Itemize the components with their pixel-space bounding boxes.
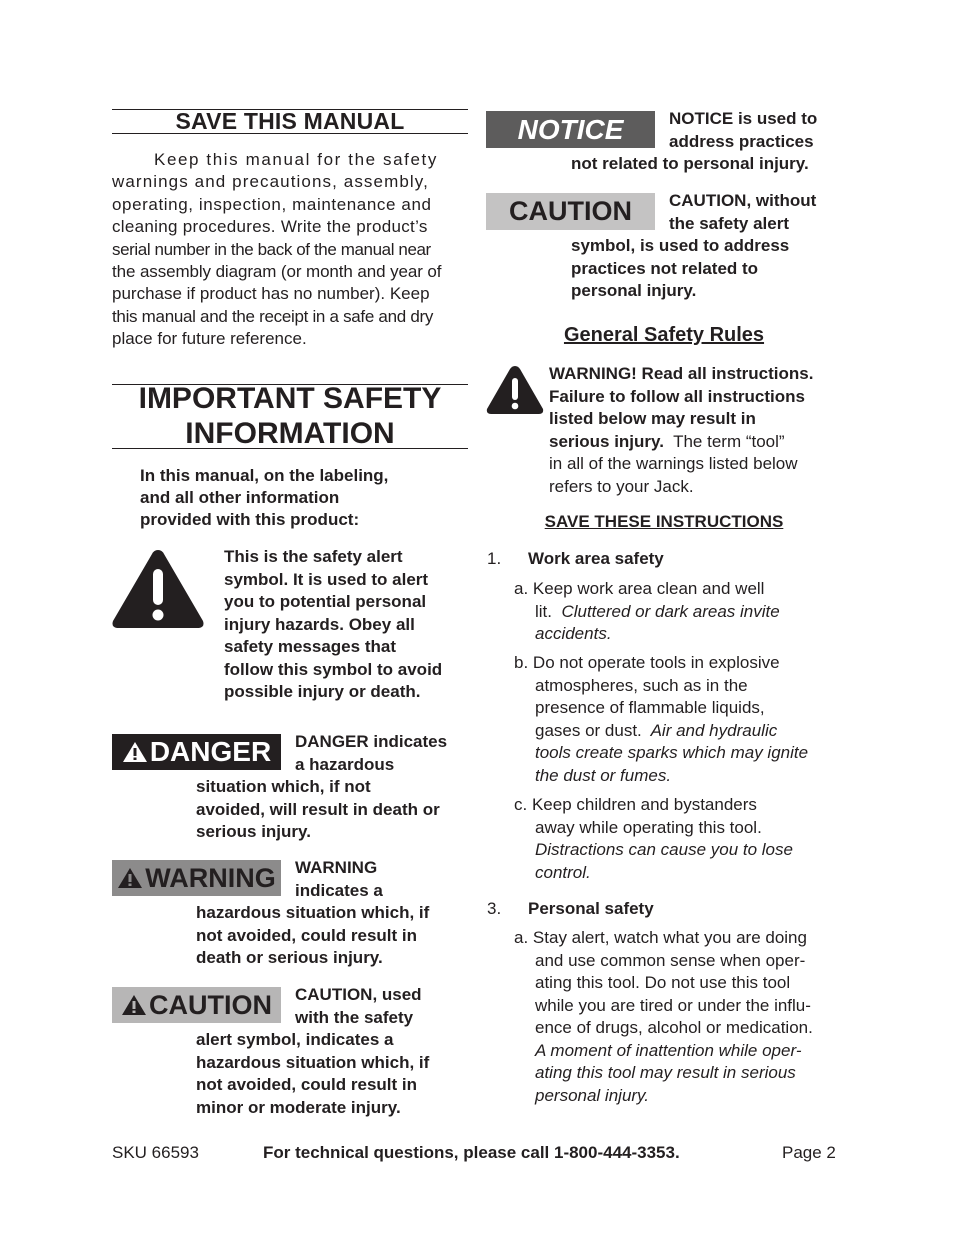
- text-fragment: Keep work area clean and well: [532, 579, 765, 598]
- notice-description: [669, 108, 817, 153]
- text-fragment: Cluttered or dark areas invite: [552, 601, 780, 621]
- text-line: ence of drugs, alcohol or medication.: [535, 1018, 813, 1037]
- item-label: c.: [514, 795, 528, 814]
- text-line: the assembly diagram (or month and year of: [112, 262, 442, 282]
- text-line: NOTICE is used to: [669, 109, 818, 128]
- text-line: avoided, will result in death or: [196, 799, 440, 819]
- notice-signal-label: NOTICE: [486, 111, 655, 148]
- list-item: [514, 927, 854, 1107]
- text-fragment: Air and hydraulic: [641, 720, 778, 740]
- text-line: symbol. It is used to alert: [224, 569, 429, 589]
- text-line: WARNING: [295, 858, 378, 877]
- text-line: and all other information: [140, 488, 340, 507]
- text-line: in all of the warnings listed below: [549, 454, 798, 473]
- text-line: In this manual, on the labeling,: [140, 466, 389, 485]
- text-line: purchase if product has no number). Keep: [112, 284, 430, 304]
- list-heading: Work area safety: [528, 549, 664, 568]
- text-line: minor or moderate injury.: [196, 1097, 401, 1117]
- section-rule-bottom: [112, 133, 468, 134]
- text-line: place for future reference.: [112, 329, 307, 349]
- text-line: refers to your Jack.: [549, 476, 694, 496]
- text-line: this manual and the receipt in a safe and dry: [112, 306, 434, 326]
- warning-description: [295, 857, 383, 902]
- text-line: operating, inspection, maintenance and: [112, 194, 432, 214]
- text-line: practices not related to: [571, 258, 759, 278]
- section-title-safety-info: [112, 381, 468, 451]
- caution-description: [295, 984, 422, 1029]
- list-number: 3.: [487, 899, 502, 918]
- caution-no-symbol-description-cont: [571, 235, 789, 303]
- text-line: serial number in the back of the manual near: [112, 239, 431, 259]
- text-fragment: gases or dust.: [535, 720, 642, 740]
- text-line: accidents.: [535, 624, 612, 643]
- footer-page-number: Page 2: [782, 1143, 836, 1162]
- text-line: presence of flammable liquids,: [535, 698, 765, 717]
- text-line: serious injury.: [549, 431, 664, 451]
- warning-alert-icon: [485, 364, 545, 416]
- list-item: [514, 652, 854, 787]
- safety-intro: [140, 465, 440, 531]
- text-line: serious injury.: [196, 822, 311, 841]
- text-line: hazardous situation which, if: [196, 1052, 430, 1072]
- text-line: This is the safety alert: [224, 547, 403, 566]
- text-line: you to potential personal: [224, 592, 427, 611]
- text-fragment: Stay alert, watch what you are doing: [532, 928, 807, 947]
- text-line: not avoided, could result in: [196, 1075, 418, 1094]
- text-line: Failure to follow all instructions: [549, 386, 805, 406]
- text-line: ating this tool. Do not use this tool: [535, 973, 791, 992]
- text-line: ating this tool may result in serious: [535, 1063, 796, 1082]
- text-line: and use common sense when oper-: [535, 950, 806, 970]
- text-line: hazardous situation which, if: [196, 903, 430, 922]
- title-line: INFORMATION: [185, 417, 395, 450]
- text-line: follow this symbol to avoid: [224, 659, 443, 679]
- warning-signal-label: [112, 860, 281, 896]
- list-item: [514, 578, 854, 646]
- text-line: safety messages that: [224, 637, 396, 656]
- list-item: [514, 794, 854, 884]
- text-line: indicates a: [295, 880, 383, 900]
- text-line: control.: [535, 862, 591, 882]
- text-line: with the safety: [295, 1007, 414, 1027]
- warning-description-cont: [196, 902, 429, 970]
- text-line: alert symbol, indicates a: [196, 1030, 394, 1049]
- safety-alert-icon: [122, 741, 148, 763]
- footer-phone: For technical questions, please call 1-800-444-3353.: [263, 1143, 680, 1162]
- text-line: A moment of inattention while oper-: [535, 1040, 802, 1060]
- text-fragment: Keep children and bystanders: [531, 795, 757, 814]
- text-line: CAUTION, without: [669, 191, 817, 210]
- caution-description-cont: [196, 1029, 429, 1119]
- section-title-save-manual: SAVE THIS MANUAL: [175, 108, 405, 134]
- list-number: 1.: [487, 549, 502, 568]
- save-instructions-heading: [486, 512, 842, 532]
- signal-word: CAUTION: [149, 989, 272, 1020]
- text-line: possible injury or death.: [224, 682, 421, 701]
- text-line: situation which, if not: [196, 777, 371, 796]
- text-line: atmospheres, such as in the: [535, 675, 748, 695]
- general-safety-rules-title: [486, 324, 842, 347]
- safety-alert-description: [224, 546, 474, 704]
- safety-alert-icon: [110, 547, 206, 631]
- danger-signal-label: [112, 734, 281, 770]
- text-line: Distractions can cause you to lose: [535, 840, 793, 859]
- danger-description: [295, 731, 447, 776]
- text-line: while you are tired or under the influ-: [535, 995, 811, 1015]
- caution-no-symbol-description: [669, 190, 816, 235]
- footer-sku: SKU 66593: [112, 1143, 199, 1162]
- text-line: personal injury.: [535, 1085, 650, 1105]
- text-line: the dust or fumes.: [535, 765, 672, 785]
- text-fragment: lit.: [535, 601, 552, 621]
- safety-alert-icon: [117, 867, 143, 889]
- text-line: personal injury.: [571, 281, 697, 300]
- item-label: b.: [514, 653, 529, 672]
- caution-no-symbol-label: CAUTION: [486, 193, 655, 230]
- heading-text: General Safety Rules: [563, 324, 765, 346]
- general-warning-text: [549, 363, 849, 498]
- section-rule-bottom: [112, 448, 468, 449]
- text-line: not avoided, could result in: [196, 925, 418, 945]
- text-line: listed below may result in: [549, 409, 756, 428]
- text-line: provided with this product:: [140, 510, 360, 529]
- text-line: CAUTION, used: [295, 985, 422, 1004]
- text-line: tools create sparks which may ignite: [535, 743, 809, 762]
- list-heading: Personal safety: [528, 899, 654, 918]
- text-line: a hazardous: [295, 754, 395, 774]
- save-manual-paragraph: [112, 149, 468, 351]
- danger-description-cont: [196, 776, 440, 844]
- text-line: Keep this manual for the safety: [154, 150, 438, 169]
- safety-alert-icon: [121, 994, 147, 1016]
- text-line: not related to personal injury.: [571, 154, 809, 173]
- signal-word: WARNING: [145, 862, 276, 893]
- text-line: away while operating this tool.: [535, 817, 762, 837]
- signal-word: DANGER: [149, 736, 272, 767]
- text-line: symbol, is used to address: [571, 236, 790, 255]
- item-label: a.: [514, 928, 529, 947]
- text-line: death or serious injury.: [196, 948, 383, 967]
- text-line: injury hazards. Obey all: [224, 614, 415, 634]
- title-line: IMPORTANT SAFETY: [138, 382, 442, 415]
- text-line: cleaning procedures. Write the product’s: [112, 217, 428, 237]
- heading-text: SAVE THESE INSTRUCTIONS: [544, 512, 784, 531]
- text-fragment: The term “tool”: [663, 431, 785, 451]
- text-line: address practices: [669, 131, 814, 151]
- item-label: a.: [514, 579, 529, 598]
- text-line: the safety alert: [669, 213, 789, 233]
- text-line: warnings and precautions, assembly,: [112, 172, 429, 192]
- notice-description-cont: [571, 153, 809, 176]
- text-line: WARNING! Read all instructions.: [549, 364, 814, 383]
- text-line: DANGER indicates: [295, 732, 448, 751]
- caution-signal-label: [112, 987, 281, 1023]
- text-fragment: Do not operate tools in explosive: [532, 653, 780, 672]
